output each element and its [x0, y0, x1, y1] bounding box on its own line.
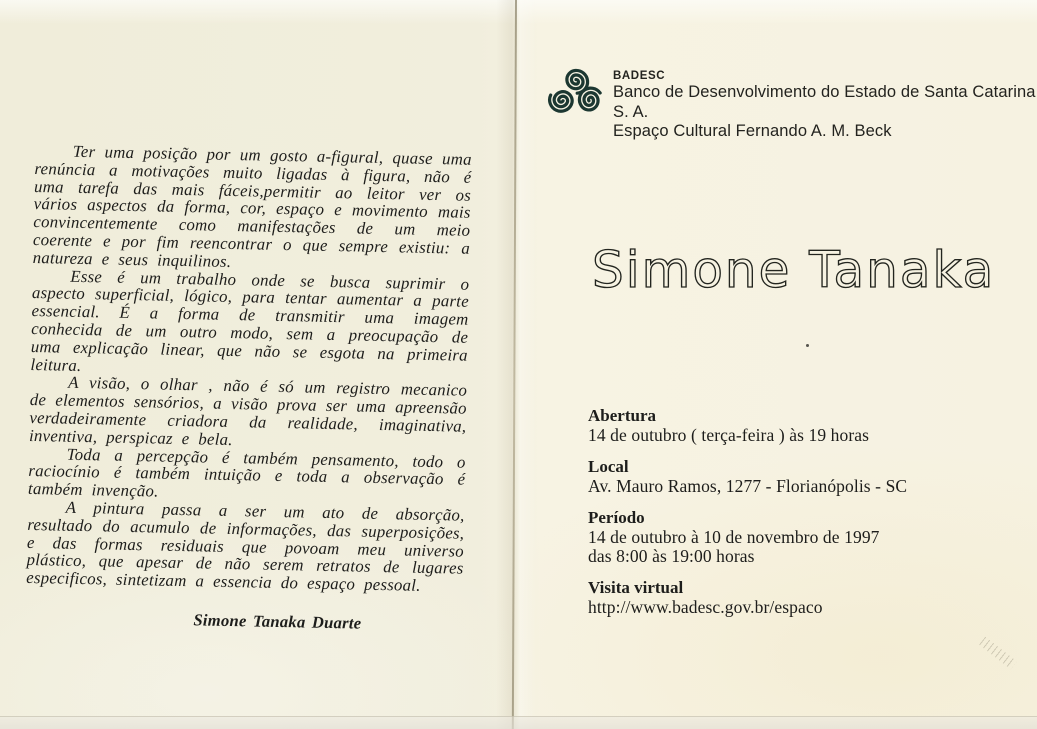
detail-value: 14 de outubro ( terça-feira ) às 19 horas	[588, 425, 870, 445]
detail-label: Período	[588, 508, 645, 527]
scan-bottom-edge	[0, 716, 1037, 729]
detail-value: 14 de outubro à 10 de novembro de 1997	[588, 527, 880, 547]
detail-value: das 8:00 às 19:00 horas	[588, 546, 755, 566]
artist-title: Simone Tanaka	[592, 241, 996, 299]
org-venue: Espaço Cultural Fernando A. M. Beck	[613, 122, 892, 140]
detail-section-visita-virtual	[588, 578, 988, 617]
detail-section-periodo	[588, 508, 988, 566]
detail-value: Av. Mauro Ramos, 1277 - Florianópolis - SC	[588, 476, 908, 496]
signature: Simone Tanaka Duarte	[193, 610, 362, 633]
statement-paragraph-4: Toda a percepção é também pensamento, todo o raciocínio é também intuição e toda a observação é também invenção.	[27, 444, 466, 501]
org-acronym: BADESC	[613, 70, 666, 82]
detail-section-abertura	[588, 406, 988, 445]
statement-paragraph-2: Esse é um trabalho onde se busca suprimir o aspecto superficial, lógico, para tentar aumentar a parte essencial. É a forma de transmitir uma imagem conhecida de um outro modo, sem a preocupação de uma explicação linear, que não se esgota na primeira leitura.	[30, 266, 470, 375]
statement-paragraph-3: A visão, o olhar , não é só um registro mecanico de elementos sensórios, a visão prova ser uma apreensão verdadeiramente criadora da realidade, imaginativa, inventiva, perspicaz e bela.	[28, 373, 468, 449]
artist-statement	[25, 142, 472, 634]
detail-label: Visita virtual	[588, 578, 684, 597]
badesc-spiral-logo-icon	[547, 63, 605, 121]
event-details	[588, 406, 988, 629]
org-header	[547, 63, 1037, 142]
org-text	[613, 63, 1037, 142]
detail-section-local	[588, 457, 988, 496]
statement-paragraph-1: Ter uma posição por um gosto a-figural, quase uma renúncia a motivações muito ligadas à figura, não é uma tarefa das mais fáceis,permitir ao leitor ver os vários aspectos da forma, cor, espaço e movimento mais convincentemente como manifestações de um meio coerente e por fim reencontrar o que sempre existiu: a natureza e seus inquilinos.	[32, 141, 472, 271]
org-name: Banco de Desenvolvimento do Estado de Santa Catarina S. A.	[613, 83, 1036, 121]
statement-paragraph-5: A pintura passa a ser um ato de absorção, resultado do acumulo de informações, das superposições, e das formas residuais que povoam meu universo plástico, que apesar de não serem retratos de lugares especificos, sintetizam a essencia do espaço pessoal.	[26, 497, 465, 595]
detail-label: Local	[588, 457, 629, 476]
scan-speck	[806, 344, 809, 347]
scan-smudge	[979, 637, 1017, 670]
detail-label: Abertura	[588, 406, 656, 425]
detail-url-text: http://www.badesc.gov.br/espaco	[588, 597, 823, 617]
